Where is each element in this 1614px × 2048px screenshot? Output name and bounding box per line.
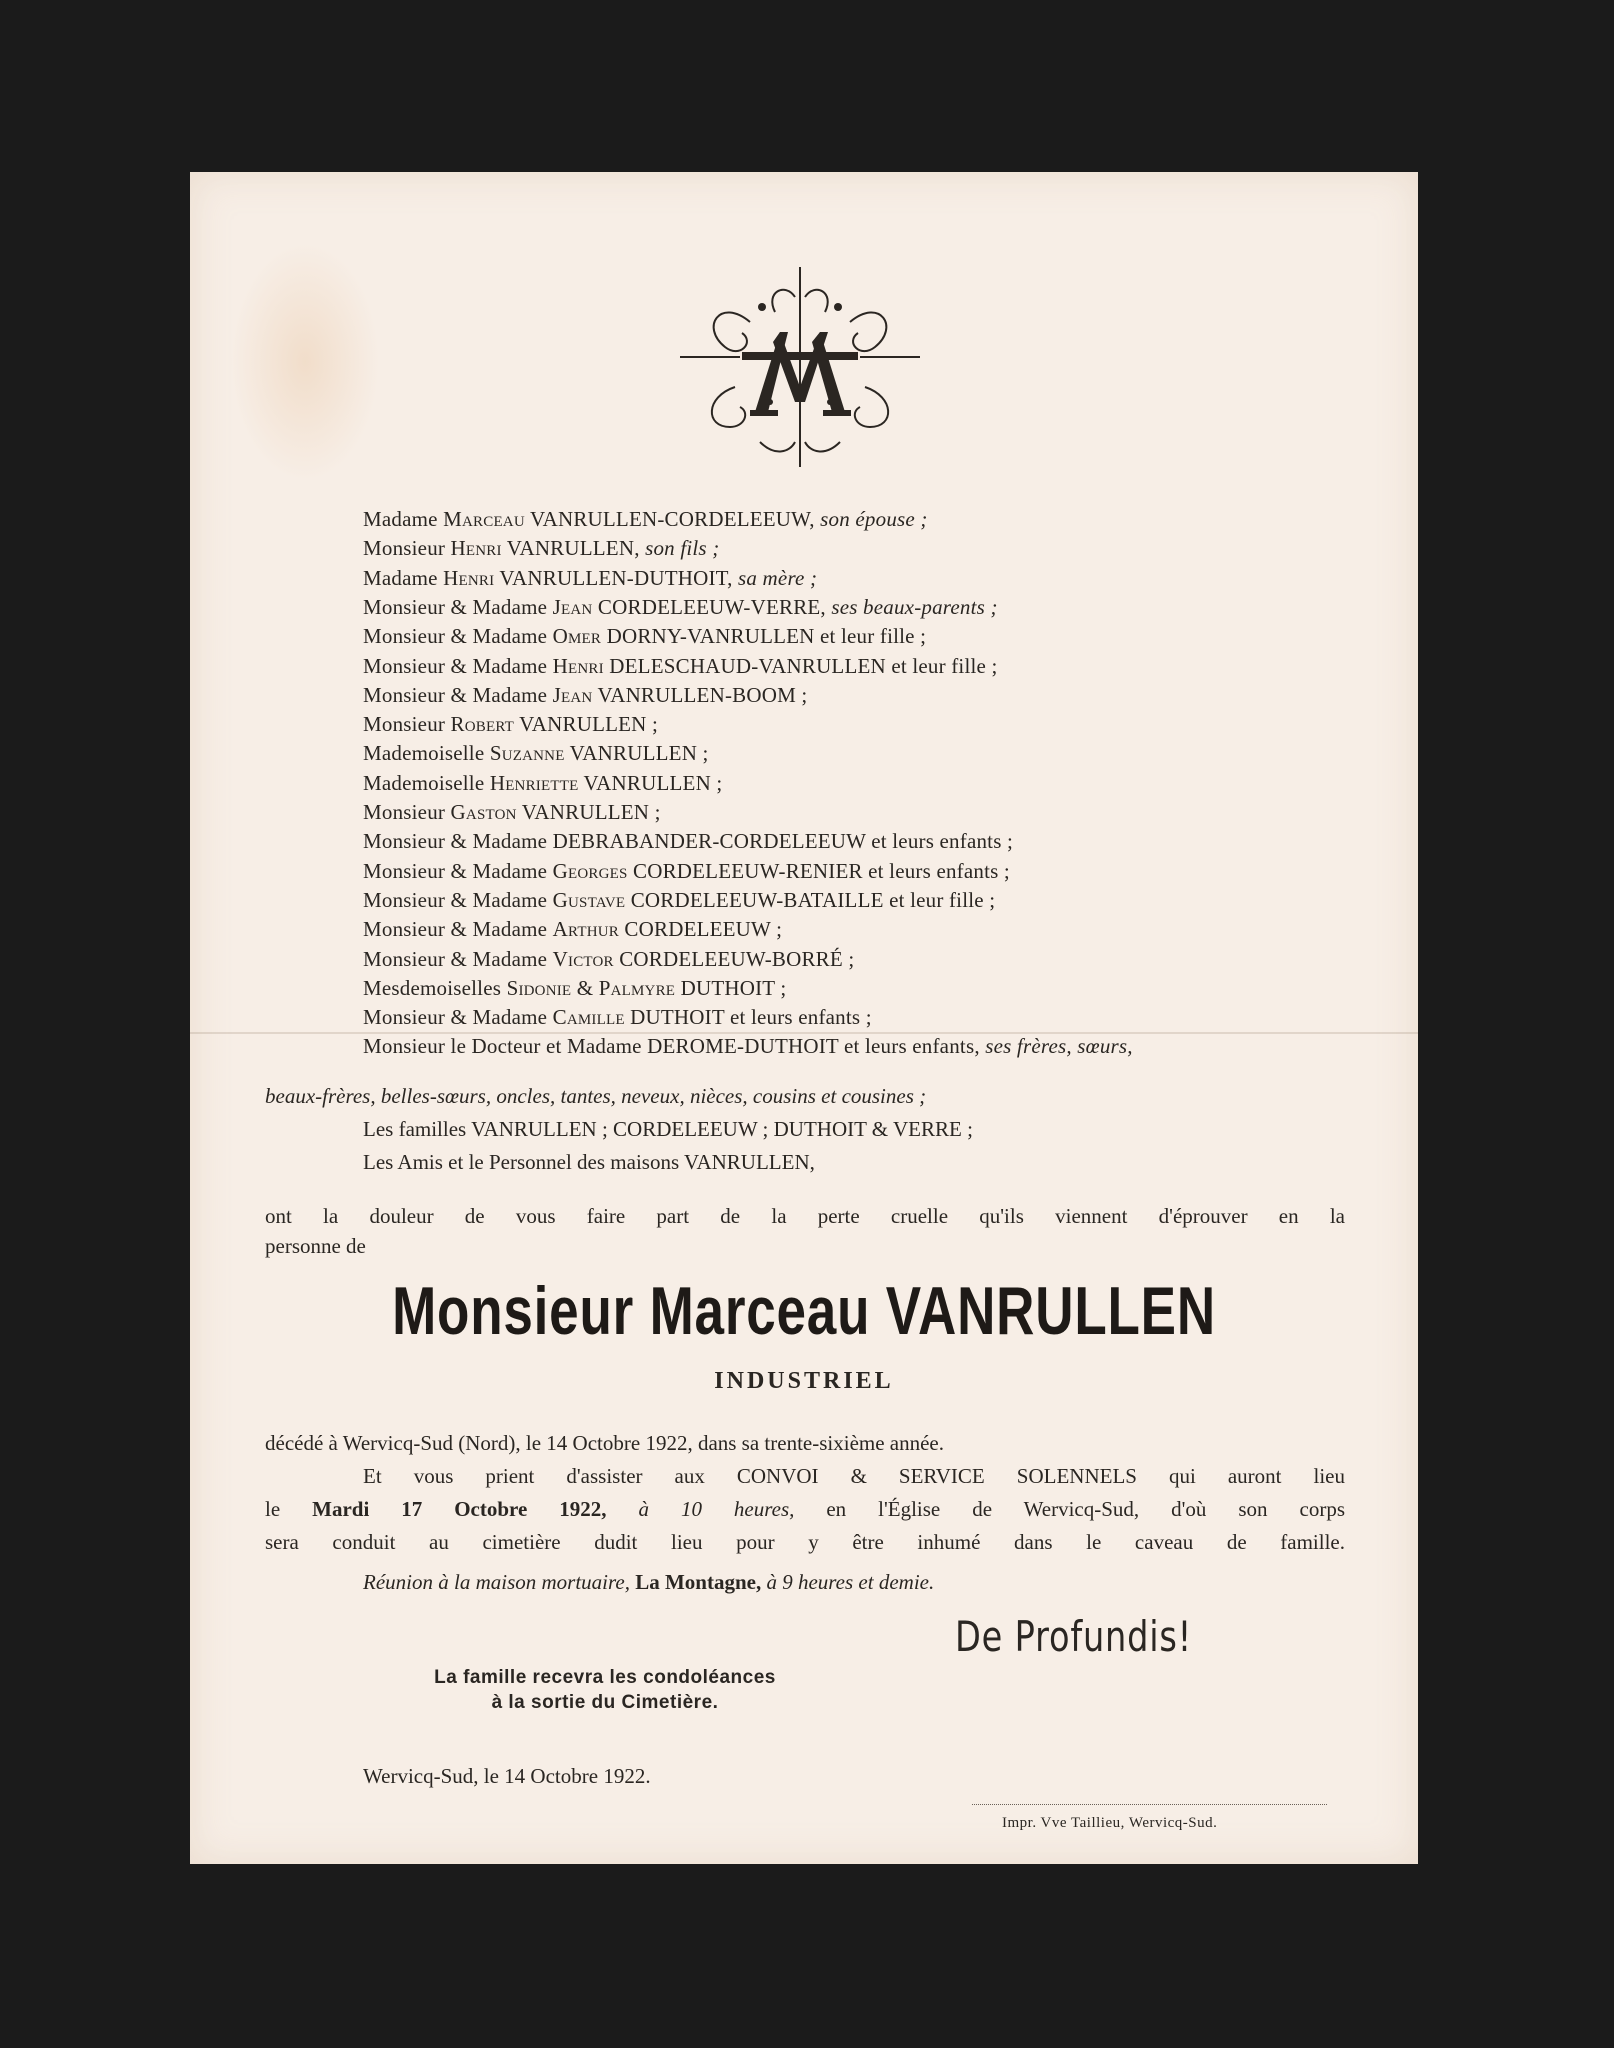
signatory-line — [363, 624, 926, 649]
signatory-text: CORDELEEUW ; — [618, 917, 783, 942]
signatory-text: Monsieur & Madame — [363, 946, 553, 971]
signatory-text: Monsieur & Madame — [363, 887, 553, 912]
given-name: Henri — [552, 653, 604, 678]
relatives-block — [265, 1080, 1345, 1179]
signatory-text: Monsieur — [363, 800, 451, 824]
signatory-line — [363, 712, 658, 737]
signatory-text: Monsieur & Madame — [363, 1005, 553, 1030]
signatory-text: Mesdemoiselles — [363, 975, 507, 1000]
given-name: Jean — [552, 594, 593, 619]
signatory-text: Monsieur & Madame — [363, 917, 553, 942]
relationship-note: ses frères, sœurs, — [985, 1034, 1133, 1059]
signatory-text: CORDELEEUW-VERRE, — [592, 594, 832, 619]
signatory-text: CORDELEEUW-BATAILLE et leur fille ; — [625, 887, 996, 912]
announcement-line-2: personne de — [265, 1234, 366, 1258]
deceased-profession: INDUSTRIEL — [714, 1368, 894, 1394]
signatory-text: Madame — [363, 507, 444, 531]
signatory-line — [363, 654, 998, 679]
signatory-text: Monsieur — [363, 536, 451, 561]
given-name: Henri — [450, 536, 502, 561]
signatory-text: & — [571, 975, 599, 1000]
signatory-line — [363, 683, 807, 708]
signatory-text: DORNY-VANRULLEN et leur fille ; — [601, 624, 927, 649]
signatory-text: VANRULLEN ; — [514, 712, 658, 737]
reunion-place: La Montagne, — [635, 1570, 762, 1594]
signatory-text: VANRULLEN, — [501, 536, 646, 561]
signatory-line — [363, 507, 928, 532]
signatory-line — [363, 566, 817, 591]
given-name: Palmyre — [598, 975, 676, 1000]
condolences-line-2: à la sortie du Cimetière. — [491, 1692, 719, 1713]
signatory-line — [363, 800, 661, 825]
invitation-line-2-rest: en l'Église de Wervicq-Sud, d'où son corps — [794, 1497, 1345, 1521]
deceased-name: Monsieur Marceau VANRULLEN — [392, 1273, 1216, 1349]
signatory-line — [363, 976, 786, 1001]
invitation-line-1: Et vous prient d'assister aux CONVOI & SERVICE SOLENNELS qui auront lieu — [363, 1464, 1345, 1488]
relationship-note: son fils ; — [645, 536, 720, 561]
given-name: Victor — [552, 946, 614, 971]
given-name: Omer — [552, 624, 602, 649]
signatory-text: VANRULLEN ; — [516, 800, 661, 824]
signatory-text: Monsieur & Madame — [363, 624, 553, 649]
printer-imprint: Impr. Vve Taillieu, Wervicq-Sud. — [1002, 1815, 1218, 1831]
signatory-text: Monsieur — [363, 712, 451, 737]
service-time: à 10 heures, — [606, 1497, 795, 1521]
given-name: Robert — [450, 712, 515, 737]
given-name: Gustave — [552, 887, 626, 912]
signatory-text: VANRULLEN ; — [564, 741, 709, 766]
signatory-text: Monsieur & Madame — [363, 653, 553, 678]
given-name: Arthur — [552, 917, 619, 942]
signatory-text: Monsieur & Madame — [363, 858, 553, 883]
signatory-text: Mademoiselle — [363, 770, 490, 795]
death-line: décédé à Wervicq-Sud (Nord), le 14 Octobre 1922, dans sa trente-sixième année. — [265, 1431, 945, 1455]
place-and-date: Wervicq-Sud, le 14 Octobre 1922. — [363, 1764, 651, 1788]
signatory-line — [363, 1005, 872, 1030]
signatory-line — [363, 947, 854, 972]
friends-line: Les Amis et le Personnel des maisons VANRULLEN, — [363, 1150, 815, 1174]
invitation-line-3: sera conduit au cimetière dudit lieu pour y être inhumé dans le caveau de famille. — [265, 1530, 1345, 1554]
signatory-line — [363, 888, 995, 913]
signatory-text: CORDELEEUW-RENIER et leurs enfants ; — [627, 858, 1010, 883]
announcement-line-1: ont la douleur de vous faire part de la perte cruelle qu'ils viennent d'éprouver en la — [265, 1204, 1345, 1228]
given-name: Suzanne — [489, 741, 565, 766]
relatives-continuation: beaux-frères, belles-sœurs, oncles, tantes, neveux, nièces, cousins et cousines ; — [265, 1084, 927, 1108]
signatory-text: Monsieur & Madame DEBRABANDER-CORDELEEUW et leurs enfants ; — [363, 829, 1014, 854]
relationship-note: son épouse ; — [820, 507, 928, 531]
condolences-note — [390, 1665, 820, 1715]
signatory-text: VANRULLEN ; — [578, 770, 723, 795]
reunion-time: à 9 heures et demie. — [761, 1570, 935, 1594]
relationship-note: ses beaux-parents ; — [831, 594, 998, 619]
signatory-line — [363, 741, 709, 766]
signatory-text: VANRULLEN-CORDELEEUW, — [524, 507, 821, 531]
invitation-line-2 — [265, 1493, 1345, 1526]
signatory-text: CORDELEEUW-BORRÉ ; — [613, 946, 855, 971]
signatory-text: Monsieur & Madame — [363, 682, 553, 707]
reunion-line — [265, 1566, 1345, 1599]
signatory-text: DUTHOIT et leurs enfants ; — [624, 1005, 872, 1030]
signatory-text: Monsieur & Madame — [363, 594, 553, 619]
families-line: Les familles VANRULLEN ; CORDELEEUW ; DUTHOIT & VERRE ; — [363, 1117, 973, 1141]
signatory-text: Madame — [363, 565, 444, 590]
signatory-line — [363, 595, 998, 620]
signatory-text: DUTHOIT ; — [675, 975, 787, 1000]
invitation-le: le — [265, 1497, 313, 1521]
given-name: Sidonie — [506, 975, 572, 1000]
funeral-notice-paper — [190, 172, 1418, 1864]
signatory-line — [363, 1034, 1133, 1059]
relationship-note: sa mère ; — [738, 565, 818, 590]
signatory-list — [190, 172, 1418, 1864]
printer-dotted-rule — [972, 1804, 1327, 1805]
given-name: Gaston — [450, 800, 517, 824]
given-name: Jean — [552, 682, 593, 707]
given-name: Henriette — [489, 770, 579, 795]
signatory-text: VANRULLEN-BOOM ; — [592, 682, 808, 707]
de-profundis-prayer: De Profundis! — [955, 1612, 1192, 1661]
signatory-text: DELESCHAUD-VANRULLEN et leur fille ; — [603, 653, 998, 678]
signatory-text: Monsieur le Docteur et Madame DEROME-DUTHOIT et leurs enfants, — [363, 1034, 986, 1059]
service-date: Mardi 17 Octobre 1922, — [312, 1497, 607, 1521]
given-name: Marceau — [443, 507, 525, 531]
signatory-line — [363, 859, 1010, 884]
signatory-line — [363, 829, 1013, 854]
signatory-text: VANRULLEN-DUTHOIT, — [494, 565, 739, 590]
signatory-line — [363, 536, 719, 561]
given-name: Henri — [443, 565, 495, 590]
given-name: Camille — [552, 1005, 625, 1030]
signatory-line — [363, 771, 722, 796]
signatory-text: Mademoiselle — [363, 741, 490, 766]
reunion-prefix: Réunion à la maison mortuaire, — [363, 1570, 636, 1594]
condolences-line-1: La famille recevra les condoléances — [434, 1667, 776, 1688]
signatory-line — [363, 917, 782, 942]
given-name: Georges — [552, 858, 628, 883]
